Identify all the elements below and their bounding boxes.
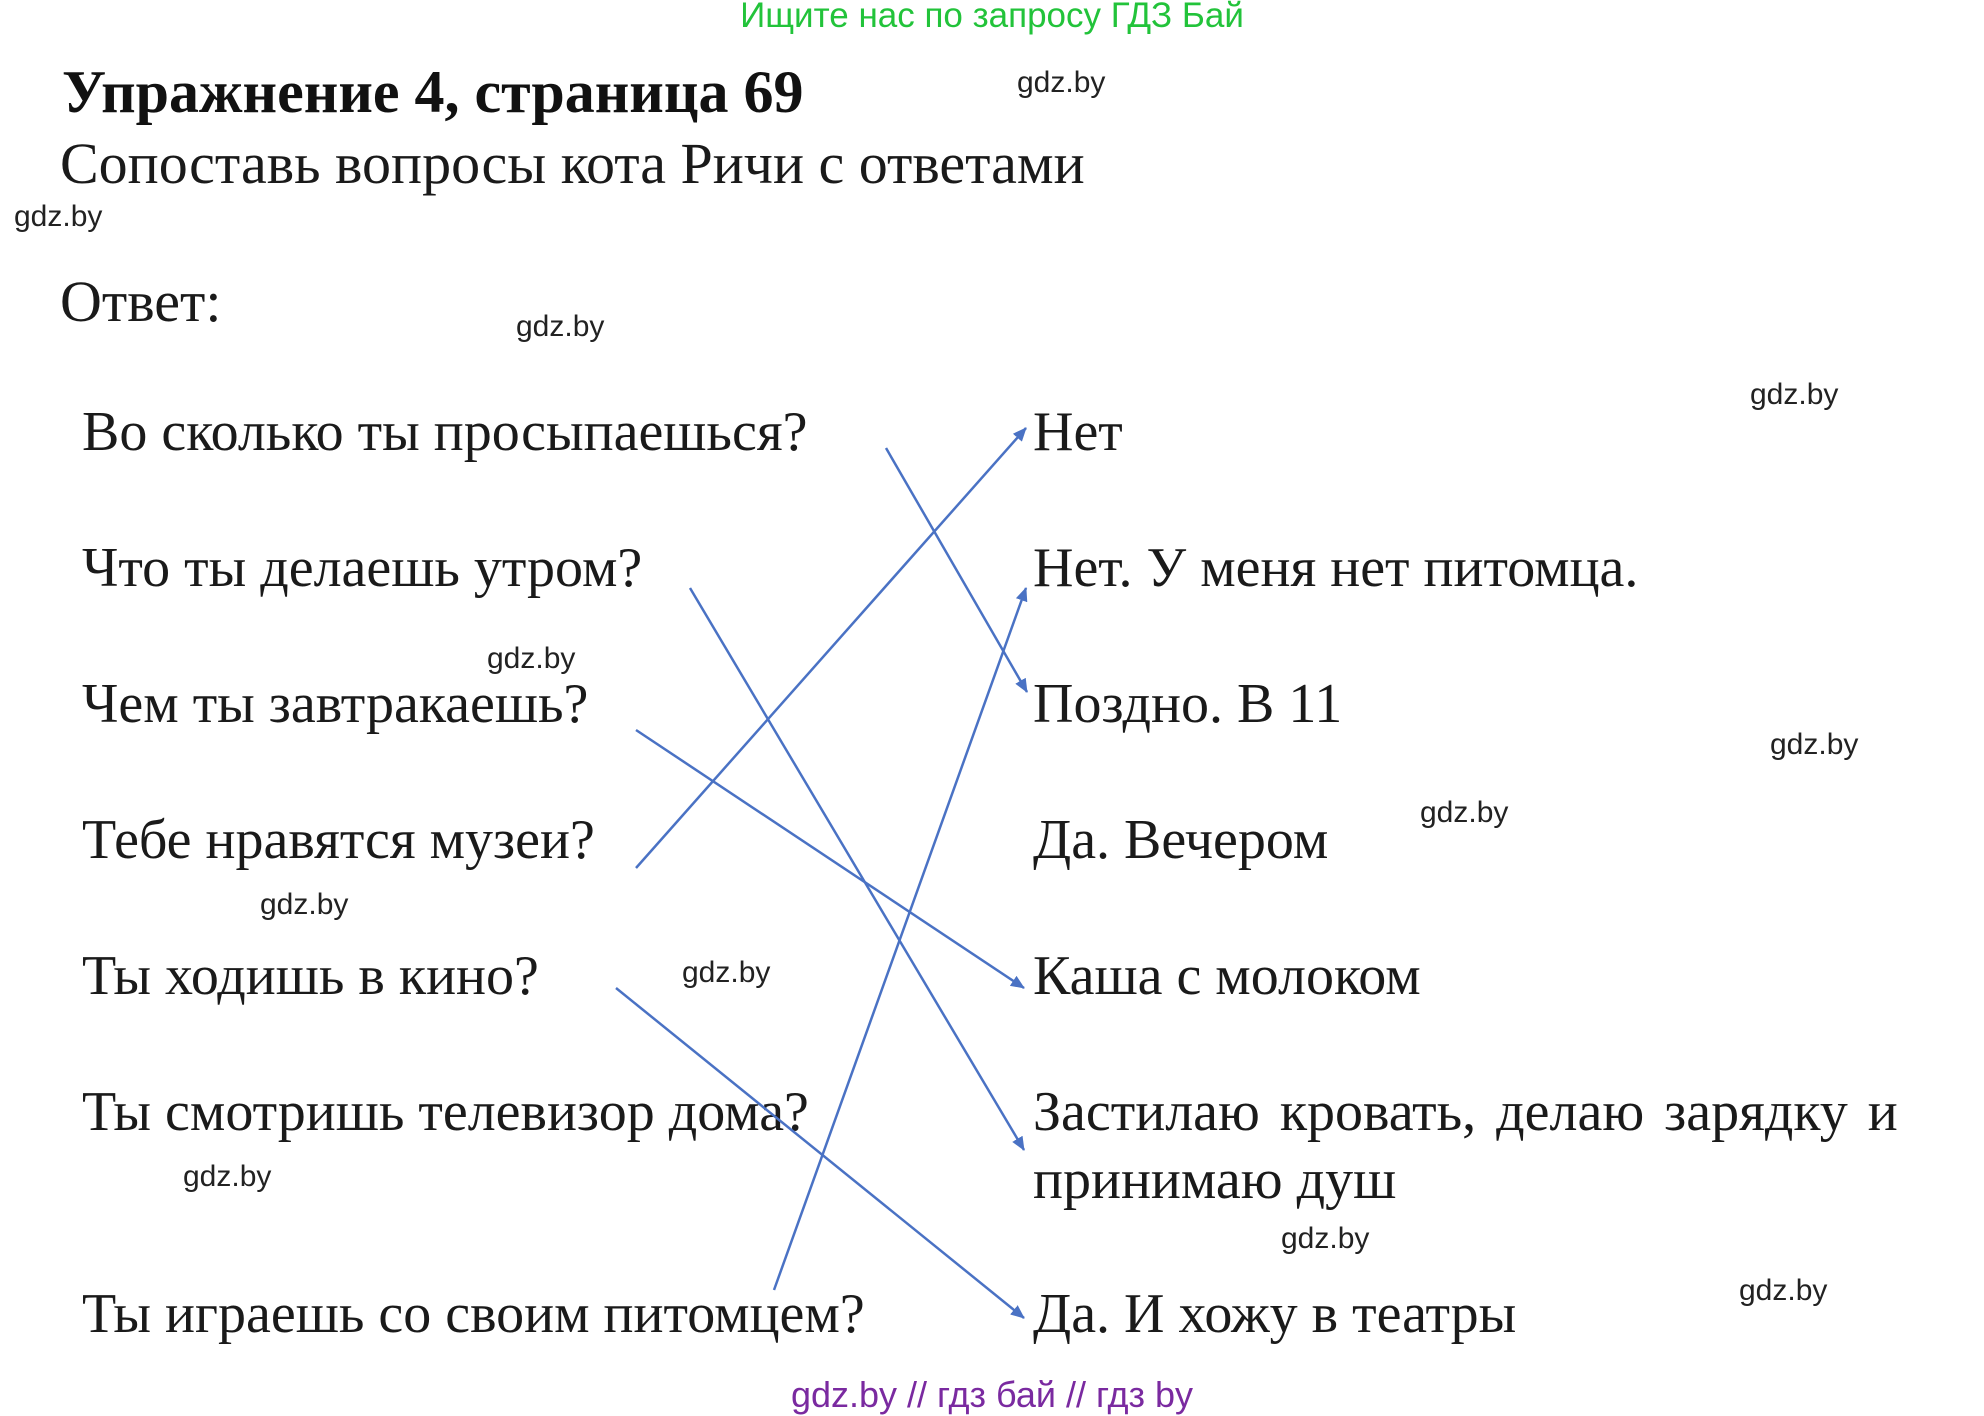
search-banner: Ищите нас по запросу ГДЗ Бай xyxy=(740,0,1244,35)
answer-no-pet: Нет. У меня нет питомца. xyxy=(1033,537,1639,599)
watermark: gdz.by xyxy=(1281,1222,1370,1255)
exercise-title: Упражнение 4, страница 69 xyxy=(62,59,804,125)
arrow-morning-to-routine xyxy=(690,588,1024,1150)
arrow-wake-to-late xyxy=(886,448,1027,692)
answer-no: Нет xyxy=(1033,401,1123,463)
answer-morning-routine-line2: принимаю душ xyxy=(1033,1149,1397,1211)
arrow-pet-to-no-pet xyxy=(774,588,1026,1290)
question-pet: Ты играешь со своим питомцем? xyxy=(82,1283,865,1345)
watermark: gdz.by xyxy=(1017,66,1106,99)
footer-watermark: gdz.by // гдз бай // гдз by xyxy=(790,1374,1194,1415)
task-text: Сопоставь вопросы кота Ричи с ответами xyxy=(60,131,1085,196)
answer-label: Ответ: xyxy=(60,269,222,334)
arrow-museums-to-no xyxy=(636,428,1026,868)
answer-theatres: Да. И хожу в театры xyxy=(1033,1283,1517,1345)
question-wake-time: Во сколько ты просыпаешься? xyxy=(82,401,808,463)
answer-morning-routine-line1: Застилаю кровать, делаю зарядку и xyxy=(1033,1081,1898,1143)
watermark: gdz.by xyxy=(682,956,771,989)
watermark: gdz.by xyxy=(1750,378,1839,411)
answer-evening: Да. Вечером xyxy=(1033,809,1329,871)
answer-porridge: Каша с молоком xyxy=(1033,945,1421,1007)
question-morning: Что ты делаешь утром? xyxy=(82,537,643,599)
question-breakfast: Чем ты завтракаешь? xyxy=(82,673,589,735)
question-tv: Ты смотришь телевизор дома? xyxy=(82,1081,809,1143)
watermark: gdz.by xyxy=(516,310,605,343)
watermark: gdz.by xyxy=(14,200,103,233)
watermark: gdz.by xyxy=(260,888,349,921)
arrow-breakfast-to-porridge xyxy=(636,730,1024,988)
watermark: gdz.by xyxy=(487,642,576,675)
watermark: gdz.by xyxy=(1739,1274,1828,1307)
arrow-cinema-to-theatres xyxy=(616,988,1024,1318)
answer-late: Поздно. В 11 xyxy=(1033,673,1343,735)
question-cinema: Ты ходишь в кино? xyxy=(82,945,539,1007)
watermark: gdz.by xyxy=(183,1160,272,1193)
question-museums: Тебе нравятся музеи? xyxy=(82,809,595,871)
watermark: gdz.by xyxy=(1770,728,1859,761)
watermark: gdz.by xyxy=(1420,796,1509,829)
